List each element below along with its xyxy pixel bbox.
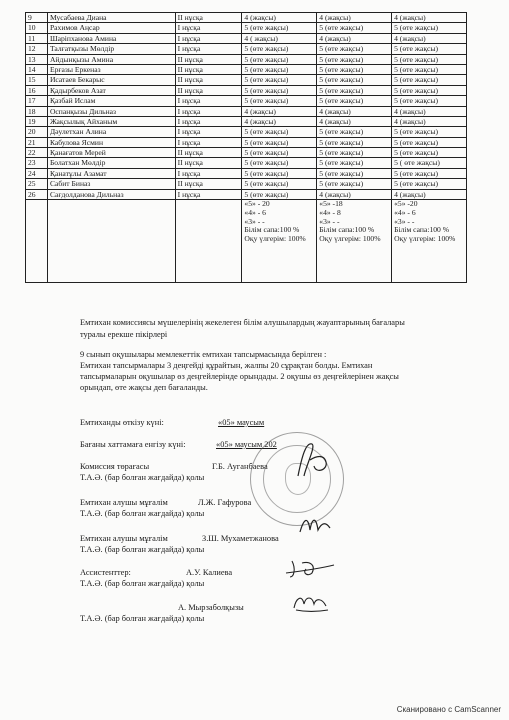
table-cell-g1: 5 (өте жақсы) <box>242 148 317 158</box>
opinion-paragraph-1: 9 сынып оқушылары мемлекеттік емтихан тапсырмасында берілген : <box>80 350 327 359</box>
teacher1-name: Л.Ж. Гафурова <box>198 498 252 507</box>
table-cell-g3: 5 (өте жақсы) <box>392 127 467 137</box>
opinion-paragraph-3: тапсырмаларын оқушылар өз деңгейлерінде орындады. 2 оқушы өз деңгейлерінен жақсы <box>80 372 399 381</box>
summary-line: Білім сапа:100 % <box>319 225 375 235</box>
table-cell-g3: 4 (жақсы) <box>392 116 467 126</box>
table-cell-name: Талғатқызы Мөлдір <box>47 44 175 54</box>
assistant2-sign-note: Т.А.Ә. (бар болған жағдайда) қолы <box>80 614 205 623</box>
table-cell-num: 19 <box>26 116 48 126</box>
summary-line: Оқу үлгерім: 100% <box>319 234 381 244</box>
table-row <box>26 189 467 199</box>
table-cell-g2: 4 (жақсы) <box>317 13 392 23</box>
table-cell-g1: 5 (өте жақсы) <box>242 127 317 137</box>
table-row <box>26 137 467 147</box>
grades-table <box>25 12 467 283</box>
summary-empty-cell <box>26 200 48 283</box>
table-cell-name: Кабулова Ясмин <box>47 137 175 147</box>
table-cell-num: 15 <box>26 75 48 85</box>
table-cell-num: 23 <box>26 158 48 168</box>
teacher2-signature <box>296 512 336 538</box>
table-cell-num: 25 <box>26 179 48 189</box>
table-row <box>26 54 467 64</box>
assistant1-name: А.У. Калиева <box>186 568 233 577</box>
table-cell-num: 22 <box>26 148 48 158</box>
teacher2-sign-note: Т.А.Ә. (бар болған жағдайда) қолы <box>80 545 205 554</box>
table-cell-g3: 4 (жақсы) <box>392 189 467 199</box>
table-cell-g3: 5 (өте жақсы) <box>392 23 467 33</box>
table-cell-variant: II нұсқа <box>175 148 242 158</box>
table-cell-g2: 5 (өте жақсы) <box>317 168 392 178</box>
table-cell-num: 21 <box>26 137 48 147</box>
assistant1-sign-note: Т.А.Ә. (бар болған жағдайда) қолы <box>80 579 205 588</box>
summary-line: «5» - 20 <box>244 199 270 209</box>
chair-signature <box>292 436 332 486</box>
assistant1-signature <box>282 555 338 581</box>
summary-row <box>26 200 467 283</box>
table-cell-variant: II нұсқа <box>175 179 242 189</box>
table-cell-variant: II нұсқа <box>175 13 242 23</box>
summary-line: «5» -20 <box>394 199 418 209</box>
table-cell-variant: II нұсқа <box>175 54 242 64</box>
table-cell-g3: 5 ( өте жақсы) <box>392 158 467 168</box>
table-cell-variant: I нұсқа <box>175 23 242 33</box>
table-cell-g1: 5 (өте жақсы) <box>242 44 317 54</box>
opinion-paragraph-2: Емтихан тапсырмалары 3 деңгейді құрайтын, жалпы 20 сұрақтан болды. Емтихан <box>80 361 373 370</box>
table-cell-name: Сағдолданова Дильназ <box>47 189 175 199</box>
table-cell-num: 26 <box>26 189 48 199</box>
summary-empty-cell <box>47 200 175 283</box>
summary-line: «3» - - <box>394 216 415 226</box>
table-cell-g2: 4 (жақсы) <box>317 106 392 116</box>
summary-col1 <box>242 200 317 283</box>
table-cell-g2: 5 (өте жақсы) <box>317 75 392 85</box>
table-cell-g2: 5 (өте жақсы) <box>317 137 392 147</box>
assistant2-name: А. Мырзаболқызы <box>178 603 244 612</box>
table-cell-g1: 4 (жақсы) <box>242 106 317 116</box>
table-cell-variant: II нұсқа <box>175 85 242 95</box>
table-cell-num: 9 <box>26 13 48 23</box>
table-cell-num: 16 <box>26 85 48 95</box>
table-cell-num: 17 <box>26 96 48 106</box>
table-row <box>26 13 467 23</box>
table-cell-g2: 4 (жақсы) <box>317 116 392 126</box>
table-cell-g2: 4 (жақсы) <box>317 189 392 199</box>
table-cell-g1: 5 (өте жақсы) <box>242 189 317 199</box>
chair-role: Комиссия төрағасы <box>80 462 150 471</box>
table-row <box>26 96 467 106</box>
table-cell-name: Дәулетхан Алина <box>47 127 175 137</box>
table-cell-g3: 5 (өте жақсы) <box>392 148 467 158</box>
summary-col2 <box>317 200 392 283</box>
table-cell-g1: 5 (өте жақсы) <box>242 85 317 95</box>
table-row <box>26 44 467 54</box>
scanner-watermark: Сканировано с CamScanner <box>396 705 501 714</box>
chair-name: Г.Б. Ауганбаева <box>212 462 268 471</box>
summary-line: «4» - 6 <box>394 207 416 217</box>
table-cell-g3: 5 (өте жақсы) <box>392 168 467 178</box>
table-cell-name: Қадырбеков Азат <box>47 85 175 95</box>
table-row <box>26 168 467 178</box>
table-cell-name: Қазбай Ислам <box>47 96 175 106</box>
table-cell-variant: I нұсқа <box>175 168 242 178</box>
table-cell-variant: I нұсқа <box>175 189 242 199</box>
table-cell-name: Ерғазы Еркеназ <box>47 64 175 74</box>
table-cell-name: Қанатұлы Азамат <box>47 168 175 178</box>
table-cell-g3: 5 (өте жақсы) <box>392 85 467 95</box>
table-cell-g3: 4 (жақсы) <box>392 33 467 43</box>
table-cell-g3: 5 (өте жақсы) <box>392 137 467 147</box>
table-cell-variant: I нұсқа <box>175 96 242 106</box>
summary-line: «3» - - <box>319 216 340 226</box>
table-cell-g2: 5 (өте жақсы) <box>317 158 392 168</box>
table-cell-g1: 5 (өте жақсы) <box>242 54 317 64</box>
teacher2-role: Емтихан алушы мұғалім <box>80 534 168 543</box>
table-cell-name: Оспанқызы Дильназ <box>47 106 175 116</box>
opinion-heading-line2: туралы ерекше пікірлері <box>80 330 168 339</box>
table-cell-variant: II нұсқа <box>175 158 242 168</box>
table-cell-g1: 4 ( жақсы) <box>242 33 317 43</box>
table-cell-variant: I нұсқа <box>175 106 242 116</box>
summary-line: «4» - 6 <box>244 207 266 217</box>
table-cell-name: Жақсылық Айханым <box>47 116 175 126</box>
table-cell-g3: 5 (өте жақсы) <box>392 179 467 189</box>
table-row <box>26 33 467 43</box>
table-row <box>26 116 467 126</box>
table-cell-name: Шарiпханова Амина <box>47 33 175 43</box>
table-row <box>26 85 467 95</box>
table-cell-name: Рахимов Аңсар <box>47 23 175 33</box>
table-row <box>26 64 467 74</box>
table-cell-g2: 5 (өте жақсы) <box>317 148 392 158</box>
table-cell-name: Болатхан Мөлдір <box>47 158 175 168</box>
teacher1-role: Емтихан алушы мұғалім <box>80 498 168 507</box>
table-cell-num: 10 <box>26 23 48 33</box>
table-cell-name: Айдынқызы Амина <box>47 54 175 64</box>
table-cell-g2: 5 (өте жақсы) <box>317 54 392 64</box>
table-cell-g2: 4 (жақсы) <box>317 33 392 43</box>
table-cell-g3: 5 (өте жақсы) <box>392 96 467 106</box>
table-row <box>26 158 467 168</box>
opinion-paragraph-4: орындап, өте жақсы деп бағаланды. <box>80 383 208 392</box>
table-cell-variant: I нұсқа <box>175 137 242 147</box>
summary-line: «4» - 8 <box>319 207 341 217</box>
table-cell-num: 14 <box>26 64 48 74</box>
table-cell-variant: I нұсқа <box>175 33 242 43</box>
table-cell-num: 20 <box>26 127 48 137</box>
table-row <box>26 127 467 137</box>
table-cell-g2: 5 (өте жақсы) <box>317 23 392 33</box>
table-row <box>26 106 467 116</box>
table-cell-g2: 5 (өте жақсы) <box>317 44 392 54</box>
summary-line: «3» - - <box>244 216 265 226</box>
table-cell-name: Сабит Биназ <box>47 179 175 189</box>
table-cell-num: 24 <box>26 168 48 178</box>
table-cell-g2: 5 (өте жақсы) <box>317 179 392 189</box>
table-cell-g1: 5 (өте жақсы) <box>242 64 317 74</box>
table-cell-num: 11 <box>26 33 48 43</box>
table-cell-name: Қанағатов Мерей <box>47 148 175 158</box>
table-cell-variant: I нұсқа <box>175 127 242 137</box>
table-cell-g3: 5 (өте жақсы) <box>392 54 467 64</box>
table-cell-variant: I нұсқа <box>175 116 242 126</box>
table-row <box>26 75 467 85</box>
summary-col3 <box>392 200 467 283</box>
table-cell-g3: 5 (өте жақсы) <box>392 44 467 54</box>
table-cell-g2: 5 (өте жақсы) <box>317 85 392 95</box>
table-cell-g1: 5 (өте жақсы) <box>242 75 317 85</box>
chair-sign-note: Т.А.Ә. (бар болған жағдайда) қолы <box>80 473 205 482</box>
table-cell-g2: 5 (өте жақсы) <box>317 96 392 106</box>
table-cell-g3: 5 (өте жақсы) <box>392 75 467 85</box>
table-cell-num: 13 <box>26 54 48 64</box>
table-cell-g1: 5 (өте жақсы) <box>242 179 317 189</box>
table-cell-num: 12 <box>26 44 48 54</box>
table-cell-g1: 4 (жақсы) <box>242 116 317 126</box>
table-cell-variant: I нұсқа <box>175 44 242 54</box>
table-cell-g1: 5 (өте жақсы) <box>242 168 317 178</box>
table-cell-g1: 5 (өте жақсы) <box>242 158 317 168</box>
summary-line: Білім сапа:100 % <box>244 225 300 235</box>
table-cell-g3: 4 (жақсы) <box>392 106 467 116</box>
table-cell-g1: 5 (өте жақсы) <box>242 137 317 147</box>
table-cell-num: 18 <box>26 106 48 116</box>
teacher1-sign-note: Т.А.Ә. (бар болған жағдайда) қолы <box>80 509 205 518</box>
table-cell-g3: 4 (жақсы) <box>392 13 467 23</box>
table-cell-g2: 5 (өте жақсы) <box>317 64 392 74</box>
teacher2-name: З.Ш. Мухаметжанова <box>202 534 279 543</box>
table-cell-g1: 5 (өте жақсы) <box>242 96 317 106</box>
table-cell-g2: 5 (өте жақсы) <box>317 127 392 137</box>
exam-date-value: «05» маусым <box>218 418 265 427</box>
opinion-heading-line1: Емтихан комиссиясы мүшелерінің жекелеген білім алушылардың жауаптарының бағалары <box>80 318 405 327</box>
table-cell-variant: II нұсқа <box>175 64 242 74</box>
table-row <box>26 179 467 189</box>
summary-line: Білім сапа:100 % <box>394 225 450 235</box>
summary-line: Оқу үлгерім: 100% <box>394 234 456 244</box>
grades-table-body <box>26 13 467 200</box>
table-cell-name: Исатаев Бекарыс <box>47 75 175 85</box>
summary-line: Оқу үлгерім: 100% <box>244 234 306 244</box>
summary-line: «5» -18 <box>319 199 343 209</box>
assistants-role: Ассистенттер: <box>80 568 131 577</box>
table-cell-variant: II нұсқа <box>175 75 242 85</box>
exam-date-label: Емтиханды өткізу күні: <box>80 418 164 427</box>
table-cell-name: Мусабаева Диана <box>47 13 175 23</box>
table-cell-g3: 5 (өте жақсы) <box>392 64 467 74</box>
summary-empty-cell <box>175 200 242 283</box>
protocol-date-value: «05» маусым 202 <box>216 440 277 449</box>
table-cell-g1: 5 (өте жақсы) <box>242 23 317 33</box>
protocol-date-label: Бағаны хаттамаға енгізу күні: <box>80 440 186 449</box>
table-row <box>26 148 467 158</box>
table-row <box>26 23 467 33</box>
table-cell-g1: 4 (жақсы) <box>242 13 317 23</box>
assistant2-signature <box>288 590 332 616</box>
